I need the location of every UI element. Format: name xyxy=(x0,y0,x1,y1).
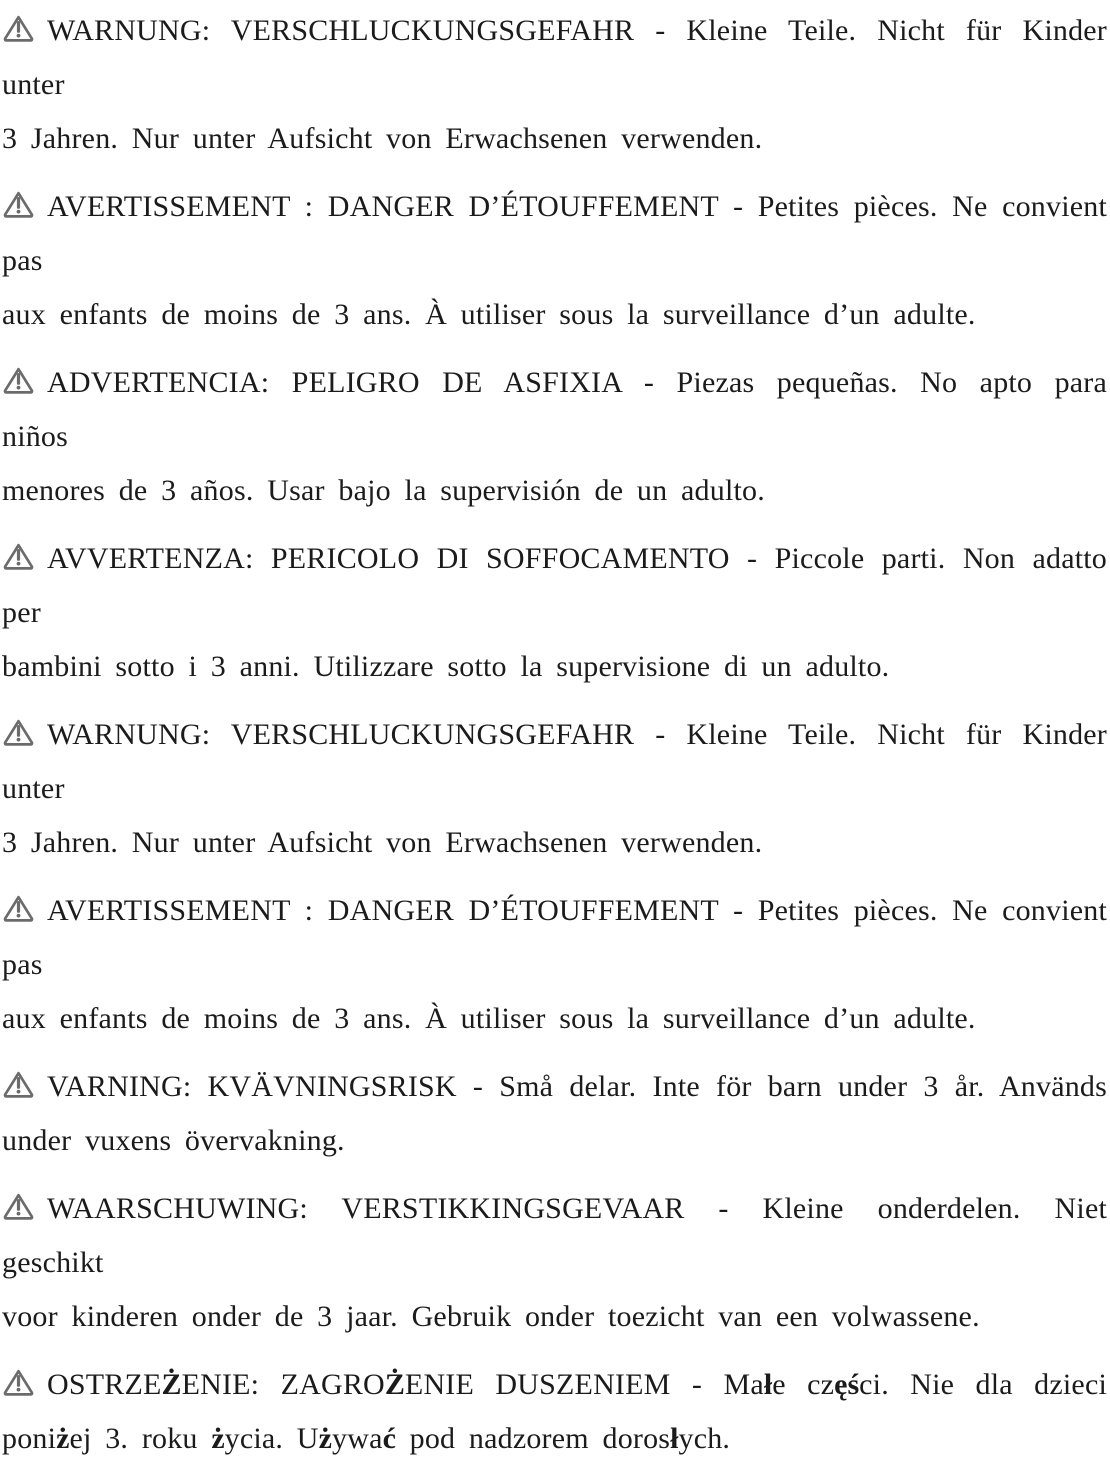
warning-paragraph xyxy=(2,1060,1107,1168)
warning-paragraph xyxy=(2,1358,1107,1466)
warning-line-first xyxy=(2,1182,1107,1290)
warning-text: WARNUNG: VERSCHLUCKUNGSGEFAHR - Kleine Teile. Nicht für Kinder unter xyxy=(2,14,1107,101)
warning-text: menores de 3 años. Usar bajo la supervisión de un adulto. xyxy=(2,474,765,507)
warning-line-first xyxy=(2,4,1107,112)
warning-line-first xyxy=(2,180,1107,288)
warning-text: poniżej 3. roku życia. Używać pod nadzorem dorosłych. xyxy=(2,1422,731,1455)
warning-paragraph xyxy=(2,4,1107,166)
warning-text: aux enfants de moins de 3 ans. À utiliser sous la surveillance d’un adulte. xyxy=(2,1002,976,1035)
warning-text: 3 Jahren. Nur unter Aufsicht von Erwachsenen verwenden. xyxy=(2,826,763,859)
warning-text: WARNUNG: VERSCHLUCKUNGSGEFAHR - Kleine Teile. Nicht für Kinder unter xyxy=(2,718,1107,805)
warning-text: ADVERTENCIA: PELIGRO DE ASFIXIA - Piezas pequeñas. No apto para niños xyxy=(2,366,1107,453)
warning-text: voor kinderen onder de 3 jaar. Gebruik onder toezicht van een volwassene. xyxy=(2,1300,980,1333)
warning-triangle-icon xyxy=(2,190,35,219)
warning-paragraph xyxy=(2,884,1107,1046)
warning-text: under vuxens övervakning. xyxy=(2,1124,345,1157)
warning-text: bambini sotto i 3 anni. Utilizzare sotto la supervisione di un adulto. xyxy=(2,650,890,683)
warning-paragraph xyxy=(2,532,1107,694)
warning-triangle-icon xyxy=(2,366,35,395)
warning-triangle-icon xyxy=(2,1192,35,1221)
warning-line-first xyxy=(2,356,1107,464)
warning-text: 3 Jahren. Nur unter Aufsicht von Erwachsenen verwenden. xyxy=(2,122,763,155)
warning-triangle-icon xyxy=(2,14,35,43)
warning-line-first xyxy=(2,884,1107,992)
warning-text: OSTRZEŻENIE: ZAGROŻENIE DUSZENIEM - Małe części. Nie dla dzieci xyxy=(47,1368,1107,1401)
warning-triangle-icon xyxy=(2,1070,35,1099)
warning-triangle-icon xyxy=(2,1368,35,1397)
warning-paragraph xyxy=(2,1182,1107,1344)
warning-line-first xyxy=(2,1358,1107,1412)
warning-text: VARNING: KVÄVNINGSRISK - Små delar. Inte för barn under 3 år. Används xyxy=(47,1070,1107,1103)
warning-paragraph xyxy=(2,356,1107,518)
warning-text: WAARSCHUWING: VERSTIKKINGSGEVAAR - Kleine onderdelen. Niet geschikt xyxy=(2,1192,1107,1279)
warning-text: AVERTISSEMENT : DANGER D’ÉTOUFFEMENT - Petites pièces. Ne convient pas xyxy=(2,190,1107,277)
warning-text: AVERTISSEMENT : DANGER D’ÉTOUFFEMENT - Petites pièces. Ne convient pas xyxy=(2,894,1107,981)
warning-line-first xyxy=(2,708,1107,816)
warning-line-first xyxy=(2,532,1107,640)
warning-triangle-icon xyxy=(2,894,35,923)
warning-text: AVVERTENZA: PERICOLO DI SOFFOCAMENTO - Piccole parti. Non adatto per xyxy=(2,542,1107,629)
warning-triangle-icon xyxy=(2,542,35,571)
warning-paragraph xyxy=(2,180,1107,342)
warning-text: aux enfants de moins de 3 ans. À utiliser sous la surveillance d’un adulte. xyxy=(2,298,976,331)
warning-paragraph xyxy=(2,708,1107,870)
warning-triangle-icon xyxy=(2,718,35,747)
